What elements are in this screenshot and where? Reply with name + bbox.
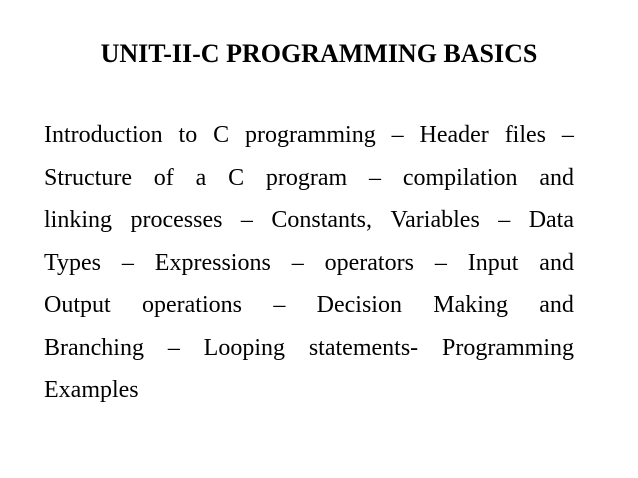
body-word: and [539,292,574,318]
body-word: – [434,249,447,276]
body-word: Types [44,249,101,276]
body-word: – [121,249,134,276]
body-word: – [240,207,253,233]
body-word: program [265,164,348,191]
body-word: and [539,249,574,276]
body-line-2 [44,157,574,200]
body-word: Header [419,122,489,148]
body-line-3 [44,199,574,242]
body-word: operations [142,292,242,318]
body-word: Introduction [44,122,163,148]
body-word: Looping [203,334,285,361]
body-word: processes [130,207,223,233]
body-word: statements- [308,334,419,361]
body-word: Output [44,292,111,318]
body-word: Constants, [271,207,373,233]
body-word: Examples [44,377,139,403]
body-word: – [561,122,574,148]
body-word: operators [324,249,414,276]
body-word: Data [528,207,574,233]
body-word: – [167,334,180,361]
body-word: Making [433,292,508,318]
body-line-1 [44,114,574,157]
body-word: Branching [44,334,144,361]
body-word: – [273,292,286,318]
body-word: Expressions [154,249,271,276]
body-word: Input [467,249,519,276]
slide-title: UNIT-II-C PROGRAMMING BASICS [100,39,538,68]
body-word: files [504,122,547,148]
body-word: a [195,164,207,191]
body-line-4 [44,242,574,285]
body-word: to [178,122,198,148]
body-line-6 [44,327,574,370]
body-word: of [153,164,174,191]
body-word: – [291,249,304,276]
slide-body [44,114,574,412]
body-word: – [498,207,511,233]
body-word: Variables [390,207,480,233]
body-word: compilation [402,164,518,191]
body-word: Structure [44,164,132,191]
body-word: and [539,164,574,191]
body-word: Decision [316,292,402,318]
body-word: linking [44,207,113,233]
body-line-5 [44,284,574,327]
body-word: C [213,122,230,148]
body-word: – [391,122,404,148]
body-line-7 [44,369,574,412]
body-word: programming [245,122,376,148]
body-word: – [369,164,382,191]
body-word: Programming [442,334,574,361]
body-word: C [228,164,245,191]
